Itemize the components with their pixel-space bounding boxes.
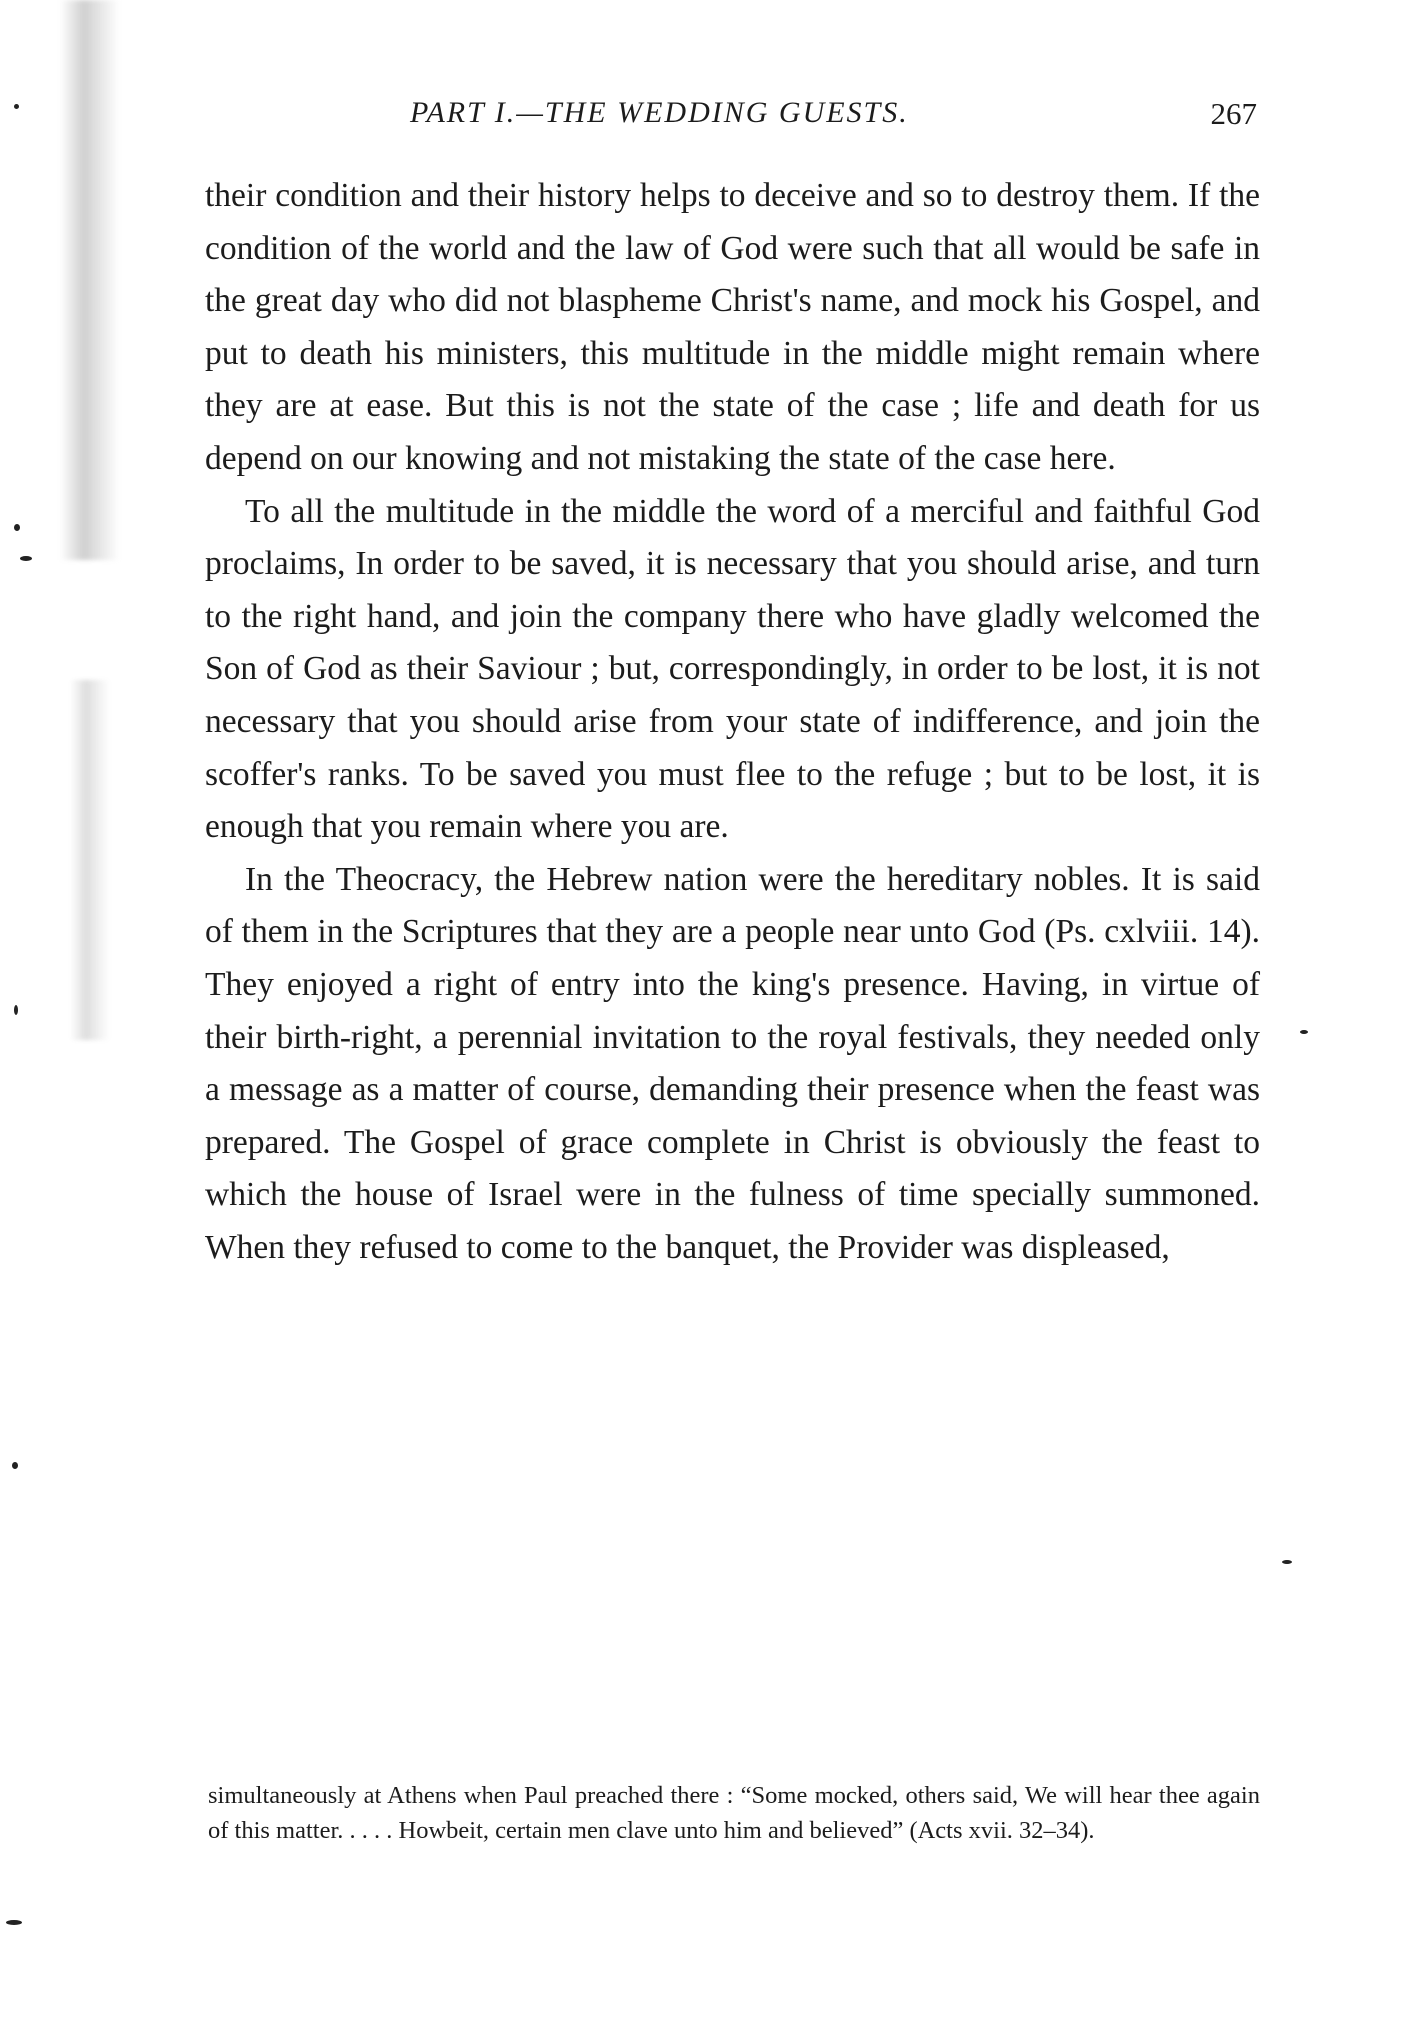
page-number: 267: [1210, 96, 1257, 131]
footnote: simultaneously at Athens when Paul preached there : “Some mocked, others said, We will hear thee again of this matter. . . . . Howbeit, certain men clave unto him and believed” (Acts xvii. 32–34).: [208, 1782, 1260, 1844]
scan-speck: [6, 1920, 22, 1925]
scan-edge-shadow: [60, 0, 120, 560]
paragraph-3: In the Theocracy, the Hebrew nation were the hereditary nobles. It is said of them in the Scriptures that they are a people near unto God (Ps. cxlviii. 14). They enjoyed a right of entry into the king's presence. Having, in virtue of their birth-right, a perennial invitation to the royal festivals, they needed only a message as a matter of course, demanding their presence when the feast was prepared. The Gospel of grace complete in Christ is obviously the feast to which the house of Israel were in the fulness of time specially summoned. When they refused to come to the banquet, the Provider was displeased,: [205, 860, 1260, 1266]
page-header: [205, 96, 1265, 136]
running-title: PART I.—THE WEDDING GUESTS.: [410, 96, 909, 129]
scan-edge-shadow-lower: [70, 680, 110, 1040]
scan-speck: [1300, 1030, 1308, 1034]
scan-speck: [12, 1462, 18, 1469]
scan-speck: [14, 524, 20, 531]
scan-speck: [1282, 1560, 1292, 1564]
paragraph-1: their condition and their history helps to deceive and so to destroy them. If the condition of the world and the law of God were such that all would be safe in the great day who did not blaspheme Christ's name, and mock his Gospel, and put to death his ministers, this multitude in the middle might remain where they are at ease. But this is not the state of the case ; life and death for us depend on our knowing and not mistaking the state of the case here.: [205, 177, 1260, 477]
paragraph-2: To all the multitude in the middle the word of a merciful and faithful God proclaims, In order to be saved, it is necessary that you should arise, and turn to the right hand, and join the company there who have gladly welcomed the Son of God as their Saviour ; but, correspondingly, in order to be lost, it is not necessary that you should arise from your state of indifference, and join the scoffer's ranks. To be saved you must flee to the refuge ; but to be lost, it is enough that you remain where you are.: [205, 492, 1260, 846]
scan-speck: [20, 556, 32, 561]
scan-speck: [14, 104, 19, 109]
body-text: [205, 170, 1260, 1274]
scan-speck: [14, 1005, 18, 1015]
